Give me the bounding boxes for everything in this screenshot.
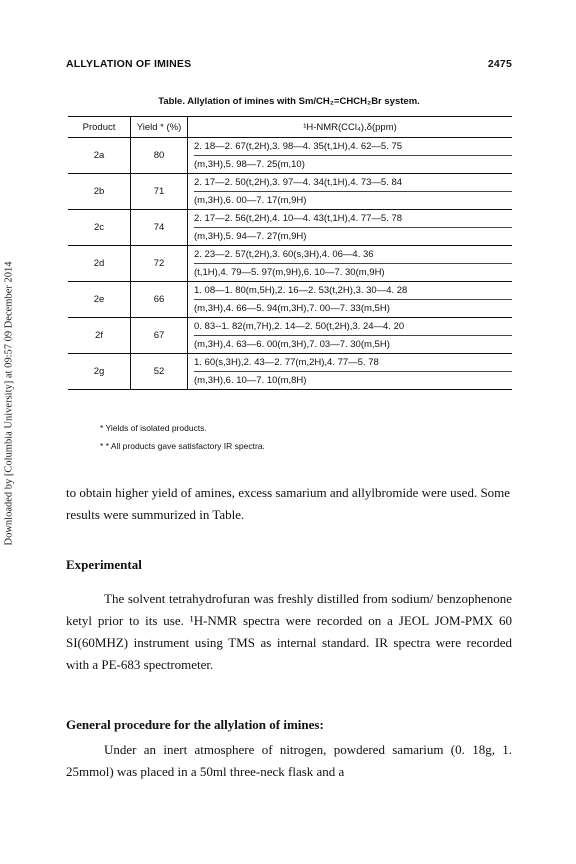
nmr-cell — [188, 138, 513, 174]
table-row — [68, 354, 512, 390]
yield-cell: 67 — [131, 318, 188, 354]
table-header-row — [68, 117, 512, 138]
nmr-cell — [188, 282, 513, 318]
yield-cell: 72 — [131, 246, 188, 282]
nmr-line: (m,3H),4. 63—6. 00(m,3H),7. 03—7. 30(m,5H) — [194, 339, 390, 350]
nmr-line: (m,3H),5. 98—7. 25(m,10) — [194, 159, 305, 170]
download-watermark-text: Downloaded by [Columbia University] at 09:57 09 December 2014 — [3, 260, 15, 546]
product-cell: 2e — [68, 282, 131, 318]
paragraph-procedure: Under an inert atmosphere of nitrogen, powdered samarium (0. 18g, 1. 25mmol) was placed in a 50ml three-neck flask and a — [66, 742, 512, 779]
nmr-line: (m,3H),6. 00—7. 17(m,9H) — [194, 195, 307, 206]
footnote-ir: * * All products gave satisfactory IR spectra. — [100, 441, 265, 451]
nmr-line: (m,3H),5. 94—7. 27(m,9H) — [194, 231, 307, 242]
nmr-line: (t,1H),4. 79—5. 97(m,9H),6. 10—7. 30(m,9H) — [194, 267, 385, 278]
header-product: Product — [68, 117, 131, 138]
nmr-line: 1. 60(s,3H),2. 43—2. 77(m,2H),4. 77—5. 78 — [194, 354, 512, 372]
table-footnotes — [100, 419, 265, 455]
nmr-cell — [188, 246, 513, 282]
nmr-cell — [188, 210, 513, 246]
paragraph-results: to obtain higher yield of amines, excess samarium and allylbromide were used. Some results were summurized in Table. — [66, 485, 511, 522]
running-head — [66, 58, 512, 70]
nmr-line: 1. 08—1. 80(m,5H),2. 16—2. 53(t,2H),3. 30—4. 28 — [194, 282, 512, 300]
nmr-cell — [188, 174, 513, 210]
footnote-yield: * Yields of isolated products. — [100, 423, 207, 433]
table-row — [68, 282, 512, 318]
nmr-line: 2. 23—2. 57(t,2H),3. 60(s,3H),4. 06—4. 36 — [194, 246, 512, 264]
yield-cell: 74 — [131, 210, 188, 246]
download-watermark — [0, 168, 18, 638]
nmr-line: 0. 83--1. 82(m,7H),2. 14—2. 50(t,2H),3. 24—4. 20 — [194, 318, 512, 336]
nmr-cell — [188, 354, 513, 390]
table-row — [68, 138, 512, 174]
yield-cell: 71 — [131, 174, 188, 210]
product-cell: 2c — [68, 210, 131, 246]
nmr-line: 2. 17—2. 50(t,2H),3. 97—4. 34(t,1H),4. 73—5. 84 — [194, 174, 512, 192]
page-number: 2475 — [487, 58, 512, 70]
table-row — [68, 246, 512, 282]
header-yield: Yield * (%) — [131, 117, 188, 138]
table-caption: Table. Allylation of imines with Sm/CH₂=CHCH₂Br system. — [158, 96, 420, 107]
nmr-line: (m,3H),6. 10—7. 10(m,8H) — [194, 375, 307, 386]
product-cell: 2d — [68, 246, 131, 282]
running-head-title: ALLYLATION OF IMINES — [66, 58, 192, 70]
table-row — [68, 174, 512, 210]
paragraph-experimental: The solvent tetrahydrofuran was freshly distilled from sodium/ benzophenone ketyl prior to its use. ¹H-NMR spectra were recorded on a JEOL JOM-PMX 60 SI(60MHZ) instrument using TMS as internal standard. IR spectra were recorded with a PE-683 spectrometer. — [66, 591, 512, 672]
nmr-line: (m,3H),4. 66—5. 94(m,3H),7. 00—7. 33(m,5H) — [194, 303, 390, 314]
product-cell: 2a — [68, 138, 131, 174]
product-cell: 2b — [68, 174, 131, 210]
nmr-cell — [188, 318, 513, 354]
table-row — [68, 318, 512, 354]
table-row — [68, 210, 512, 246]
allylation-results-table — [68, 116, 512, 390]
heading-general-procedure: General procedure for the allylation of imines: — [66, 717, 324, 732]
nmr-line: 2. 18—2. 67(t,2H),3. 98—4. 35(t,1H),4. 62—5. 75 — [194, 138, 512, 156]
product-cell: 2f — [68, 318, 131, 354]
nmr-line: 2. 17—2. 56(t,2H),4. 10—4. 43(t,1H),4. 77—5. 78 — [194, 210, 512, 228]
yield-cell: 66 — [131, 282, 188, 318]
yield-cell: 80 — [131, 138, 188, 174]
product-cell: 2g — [68, 354, 131, 390]
yield-cell: 52 — [131, 354, 188, 390]
heading-experimental: Experimental — [66, 557, 142, 572]
header-nmr: ¹H-NMR(CCl₄),δ(ppm) — [188, 117, 513, 138]
